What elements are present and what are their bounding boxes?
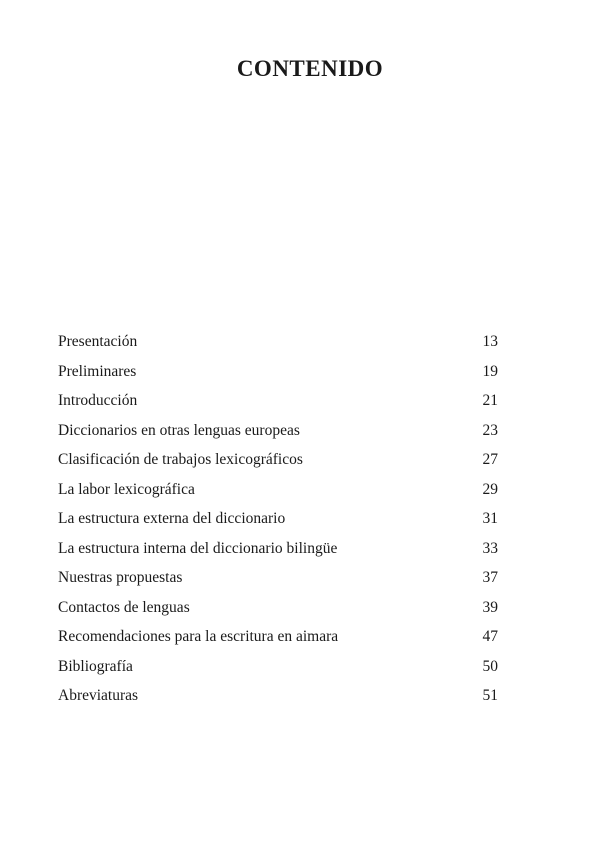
toc-entry-title: La estructura interna del diccionario bilingüe xyxy=(58,539,338,557)
toc-entry xyxy=(58,481,498,511)
toc-entry-page: 29 xyxy=(482,480,498,498)
toc-entry-title: Contactos de lenguas xyxy=(58,598,190,616)
toc-entry xyxy=(58,510,498,540)
toc-entry-page: 50 xyxy=(482,657,498,675)
table-of-contents xyxy=(58,333,498,717)
toc-entry-title: Recomendaciones para la escritura en aimara xyxy=(58,628,339,645)
toc-entry-title: La estructura externa del diccionario xyxy=(58,510,286,527)
toc-entry-page: 39 xyxy=(482,598,498,616)
page-title: CONTENIDO xyxy=(236,56,384,81)
toc-entry-page: 21 xyxy=(482,392,498,409)
toc-entry-page: 33 xyxy=(482,539,498,557)
toc-entry-page: 47 xyxy=(482,628,498,645)
toc-entry-page: 19 xyxy=(482,362,498,380)
toc-entry xyxy=(58,451,498,481)
toc-entry-page: 13 xyxy=(482,333,498,350)
toc-entry xyxy=(58,569,498,599)
toc-entry xyxy=(58,392,498,422)
toc-entry xyxy=(58,422,498,452)
toc-entry-title: Introducción xyxy=(58,392,138,409)
toc-entry-title: Diccionarios en otras lenguas europeas xyxy=(58,421,300,439)
toc-entry xyxy=(58,540,498,570)
toc-entry-page: 37 xyxy=(482,569,498,586)
toc-entry xyxy=(58,363,498,393)
toc-entry-title: La labor lexicográfica xyxy=(58,480,195,498)
toc-entry-title: Bibliografía xyxy=(58,657,133,675)
toc-entry-title: Nuestras propuestas xyxy=(58,569,183,586)
toc-entry-title: Preliminares xyxy=(58,362,137,380)
toc-entry xyxy=(58,333,498,363)
toc-entry-page: 23 xyxy=(482,421,498,439)
toc-entry-page: 51 xyxy=(482,687,498,704)
toc-entry-title: Abreviaturas xyxy=(58,687,139,704)
toc-entry-title: Clasificación de trabajos lexicográficos xyxy=(58,451,303,468)
toc-entry-title: Presentación xyxy=(58,333,138,350)
toc-entry xyxy=(58,599,498,629)
toc-entry xyxy=(58,628,498,658)
toc-entry xyxy=(58,658,498,688)
toc-entry-page: 31 xyxy=(482,510,498,527)
toc-entry-page: 27 xyxy=(482,451,498,468)
toc-entry xyxy=(58,687,498,717)
